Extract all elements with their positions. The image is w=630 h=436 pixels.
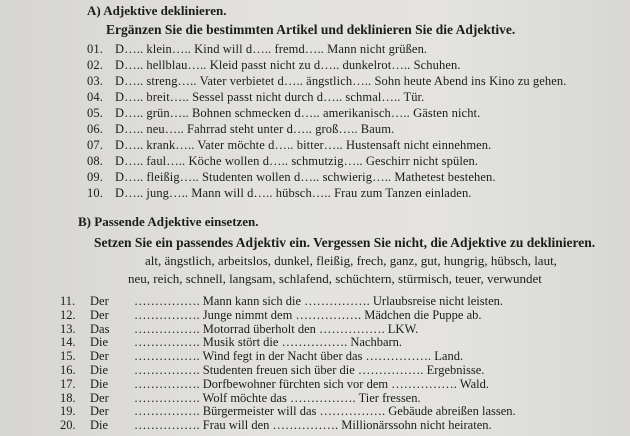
exercise-row [87,42,427,57]
item-number: 20. [60,418,76,433]
exercise-row [60,349,463,364]
item-text: Junge nimmt dem [202,307,293,322]
answer-blank[interactable]: ……………. [304,294,370,308]
item-text: Ergebnisse. [426,363,485,377]
item-number: 18. [60,390,76,405]
item-number: 16. [60,363,76,377]
item-text: D….. streng….. Vater verbietet d….. ängstlich….. Sohn heute Abend ins Kino zu gehen. [115,74,567,88]
item-text: D….. hellblau….. Kleid passt nicht zu d….. dunkelrot….. Schuhen. [115,58,461,72]
item-article: Der [90,307,109,322]
answer-blank[interactable]: ……………. [134,404,200,419]
item-number: 07. [87,138,103,152]
item-text: Wind fegt in der Nacht über das [202,349,363,364]
exercise-row [87,122,394,137]
item-text: LKW. [387,321,419,336]
item-text: Urlaubsreise nicht leisten. [372,294,504,308]
item-text: D….. jung….. Mann will d….. hübsch….. Frau zum Tanzen einladen. [115,186,472,200]
item-text: D….. neu….. Fahrrad steht unter d….. groß….. Baum. [115,122,395,136]
answer-blank[interactable]: ……………. [134,335,200,350]
exercise-row [60,308,482,323]
item-text: Mädchen die Puppe ab. [364,307,482,322]
item-number: 06. [87,122,103,136]
answer-blank[interactable]: ……………. [281,335,348,350]
item-text: Studenten freuen sich über die [202,363,355,377]
item-article: Die [90,335,109,350]
item-text: D….. breit….. Sessel passt nicht durch d….. schmal….. Tür. [115,90,425,104]
exercise-row [87,74,567,89]
item-number: 14. [60,335,76,350]
exercise-row [60,418,492,433]
item-text: Nachbarn. [350,335,403,350]
exercise-row [60,404,516,419]
item-text: Tier fressen. [358,390,421,405]
answer-blank[interactable]: ……………. [134,363,200,377]
item-text: Gebäude abreißen lassen. [388,404,516,419]
exercise-row [87,170,496,185]
section-a-instruction: Ergänzen Sie die bestimmten Artikel und deklinieren Sie die Adjektive. [106,22,516,37]
answer-blank[interactable]: ……………. [134,321,200,336]
exercise-row [87,154,478,169]
item-number: 04. [87,90,103,104]
exercise-row [87,186,472,201]
item-text: Land. [434,349,464,364]
item-article: Der [90,349,109,364]
item-text: D….. grün….. Bohnen schmecken d….. amerikanisch….. Gästen nicht. [115,106,481,120]
answer-blank[interactable]: ……………. [319,404,386,419]
exercise-row [60,377,489,392]
exercise-row [87,106,480,121]
item-text: Frau will den [202,418,270,433]
word-bank-line-2: neu, reich, schnell, langsam, schlafend, schüchtern, stürmisch, teuer, verwundet [128,271,542,286]
item-text: Musik stört die [202,335,279,350]
item-article: Das [90,321,110,336]
answer-blank[interactable]: ……………. [134,390,200,405]
item-number: 19. [60,404,76,419]
answer-blank[interactable]: ……………. [319,321,385,336]
exercise-row [60,322,418,337]
answer-blank[interactable]: ……………. [365,349,432,364]
item-text: Bürgermeister will das [202,404,317,419]
item-number: 10. [87,186,103,200]
item-text: Mann kann sich die [202,294,301,308]
section-b-title: B) Passende Adjektive einsetzen. [78,214,259,229]
item-number: 13. [60,321,76,336]
item-number: 01. [87,42,103,56]
item-text: Millionärssohn nicht heiraten. [341,418,492,433]
item-number: 09. [87,170,103,184]
answer-blank[interactable]: ……………. [134,376,200,391]
item-article: Die [90,376,109,391]
item-text: Wolf möchte das [202,390,287,405]
item-number: 02. [87,58,103,72]
item-number: 11. [60,294,76,308]
answer-blank[interactable]: ……………. [134,307,200,322]
exercise-row [60,335,402,350]
item-article: Der [90,390,109,405]
item-text: D….. klein….. Kind will d….. fremd….. Mann nicht grüßen. [115,42,428,56]
exercise-row [60,363,484,378]
answer-blank[interactable]: ……………. [290,390,356,405]
answer-blank[interactable]: ……………. [272,418,339,433]
answer-blank[interactable]: ……………. [134,349,200,364]
exercise-row [60,294,503,309]
item-text: Wald. [459,376,489,391]
answer-blank[interactable]: ……………. [357,363,424,377]
item-number: 17. [60,376,76,391]
answer-blank[interactable]: ……………. [295,307,362,322]
item-text: D….. fleißig….. Studenten wollen d….. schwierig….. Mathetest bestehen. [115,170,496,184]
item-text: Dorfbewohner fürchten sich vor dem [202,376,389,391]
item-article: Der [90,294,109,308]
item-number: 12. [60,307,76,322]
answer-blank[interactable]: ……………. [134,418,200,433]
item-article: Die [90,363,109,377]
item-text: D….. krank….. Vater möchte d….. bitter….. Hustensaft nicht einnehmen. [115,138,492,152]
item-text: Motorrad überholt den [202,321,316,336]
exercise-row [87,90,424,105]
exercise-row [87,58,461,73]
item-number: 05. [87,106,103,120]
answer-blank[interactable]: ……………. [134,294,200,308]
answer-blank[interactable]: ……………. [391,376,457,391]
exercise-row [60,391,421,406]
item-article: Der [90,404,109,419]
item-article: Die [90,418,109,433]
section-b-instruction: Setzen Sie ein passendes Adjektiv ein. Vergessen Sie nicht, die Adjektive zu deklinieren. [94,235,596,250]
item-text: D….. faul….. Köche wollen d….. schmutzig….. Geschirr nicht spülen. [115,154,479,168]
word-bank-line-1: alt, ängstlich, arbeitslos, dunkel, fleißig, frech, ganz, gut, hungrig, hübsch, laut, [145,253,557,268]
item-number: 03. [87,74,103,88]
item-number: 15. [60,349,76,364]
section-a-title: A) Adjektive deklinieren. [87,3,227,18]
exercise-row [87,138,491,153]
item-number: 08. [87,154,103,168]
